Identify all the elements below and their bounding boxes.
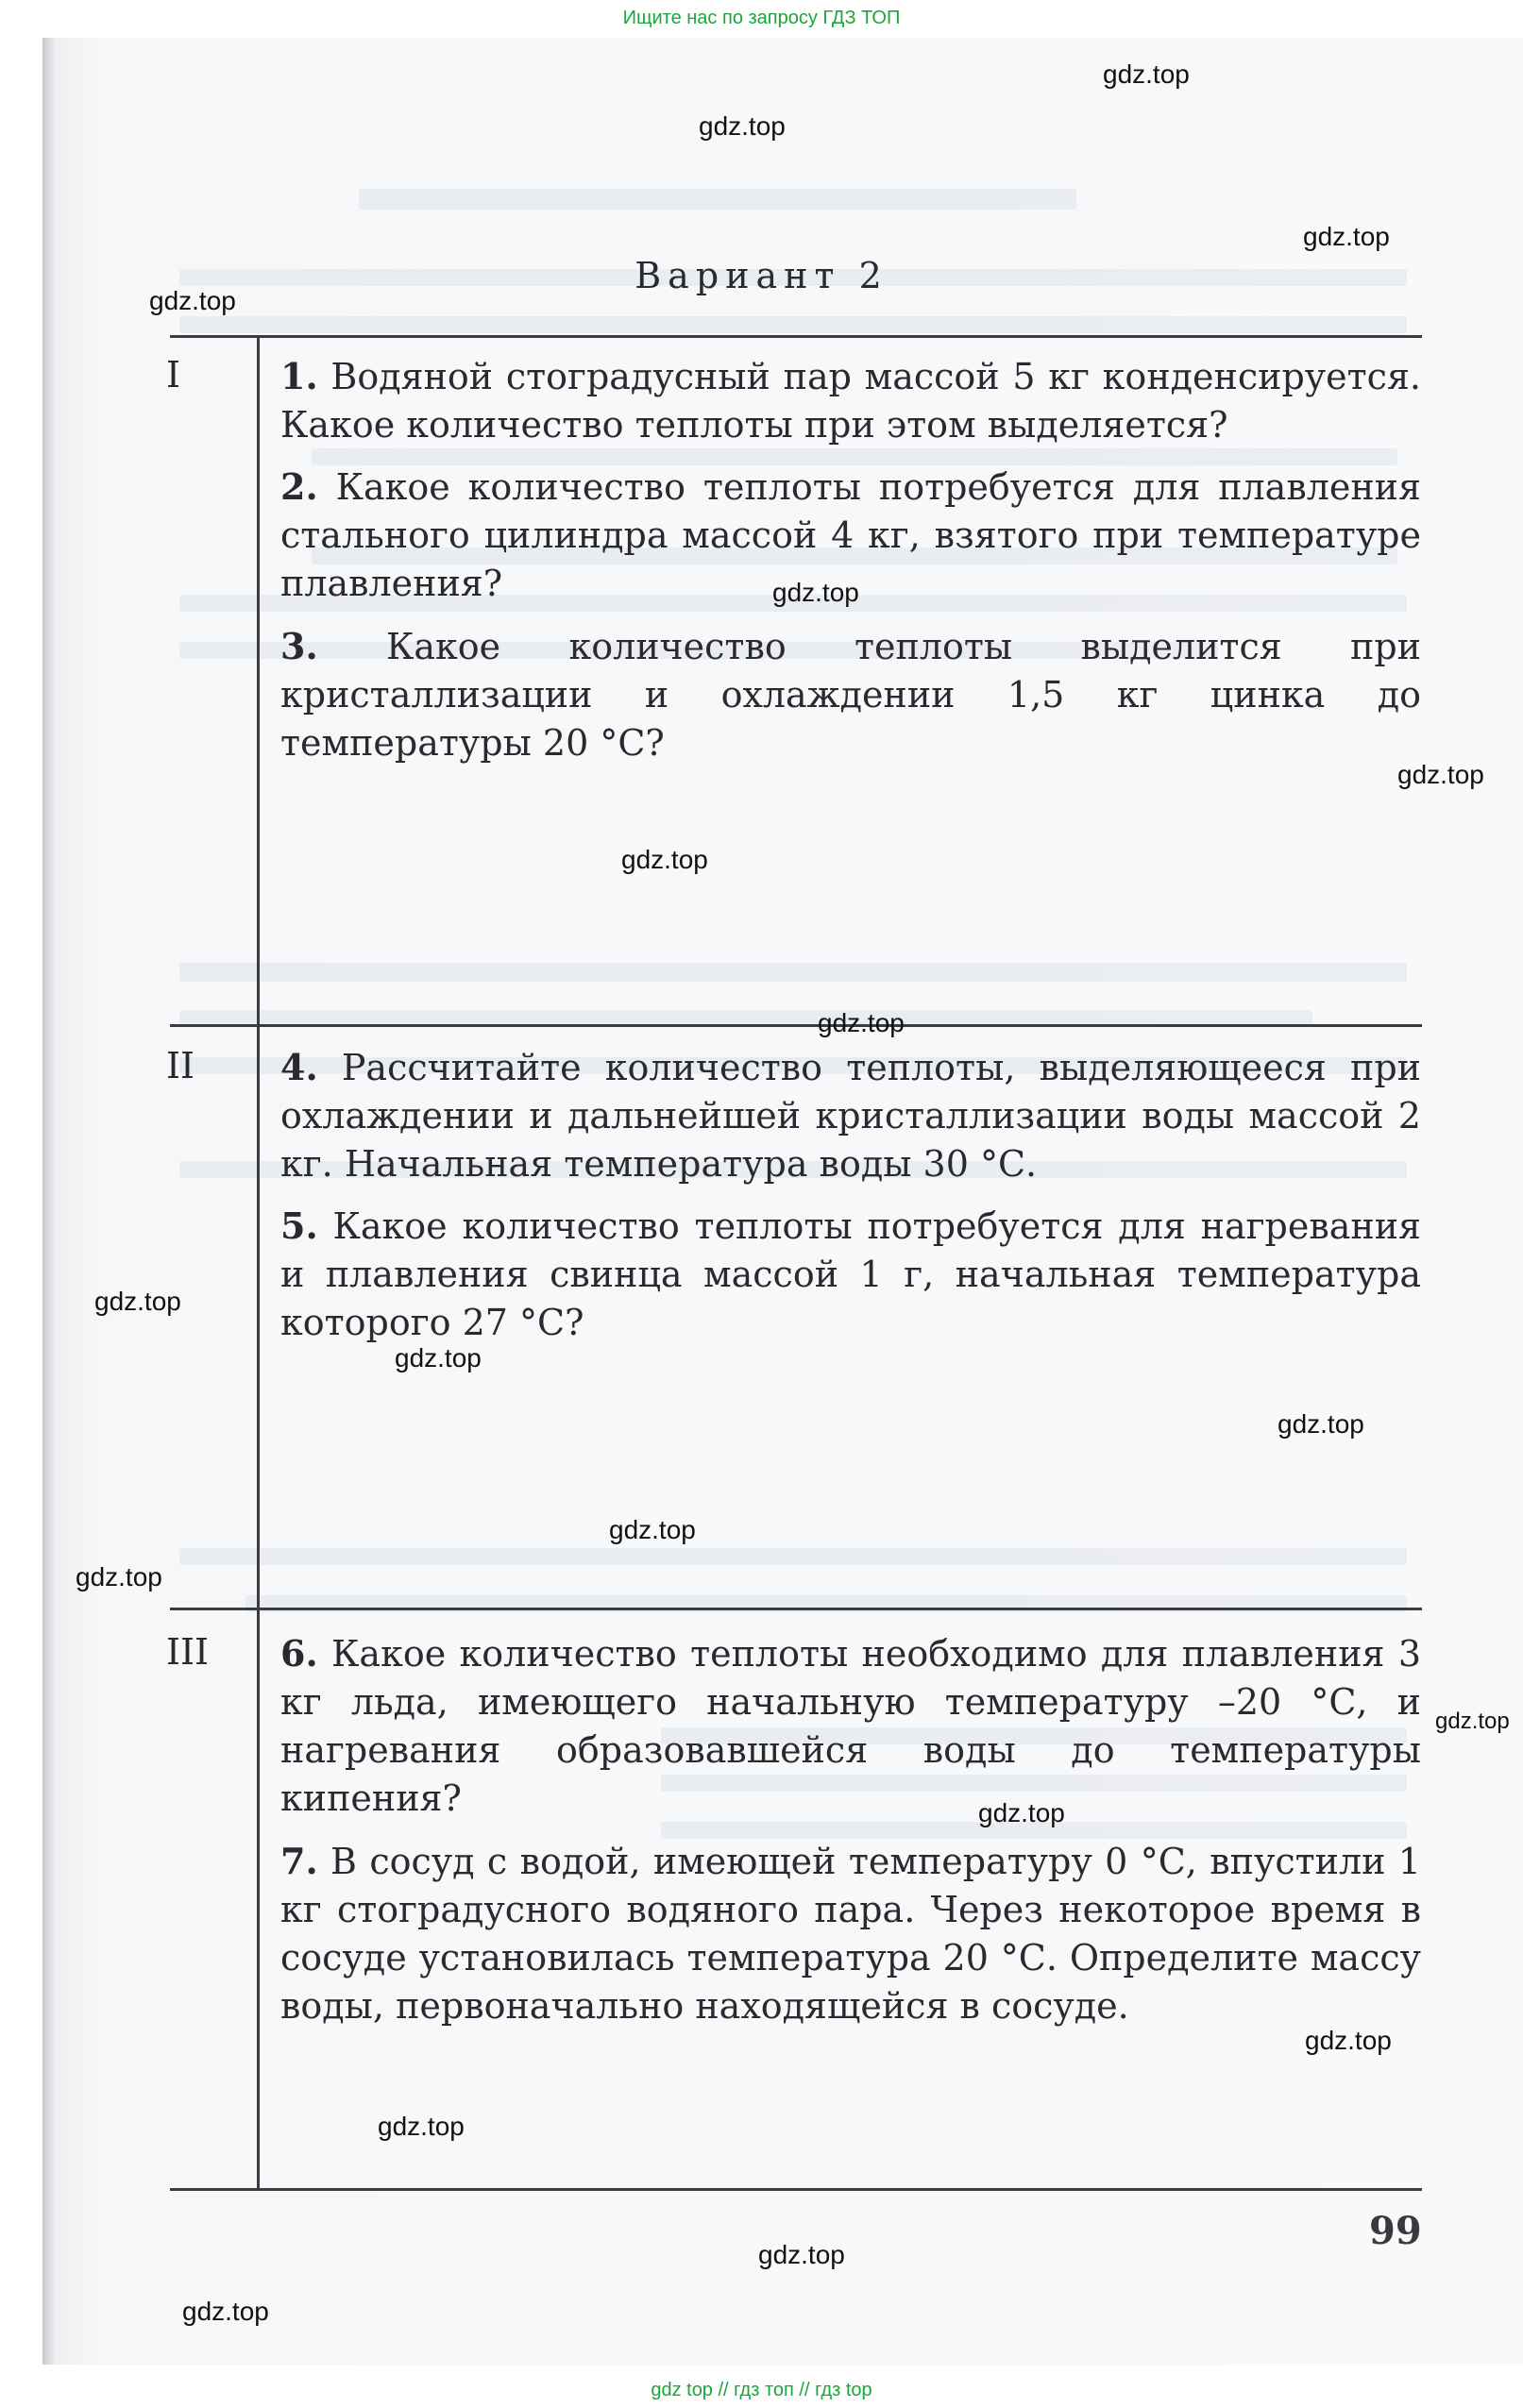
top-banner[interactable]: Ищите нас по запросу ГДЗ ТОП (622, 8, 901, 28)
table-top-rule (170, 335, 1422, 338)
watermark: gdz.top (1103, 59, 1190, 89)
table-column-divider (257, 335, 260, 2191)
show-through-text (359, 189, 1076, 210)
section-level-ii: II (166, 1045, 195, 1086)
section-divider (170, 1024, 1422, 1027)
task-text: Какое количество теплоты выделится при кристаллизации и охлаждении 1,5 кг цинка до температуры 20 °С? (280, 626, 1421, 764)
watermark: gdz.top (378, 2112, 465, 2141)
task-number: 5. (280, 1204, 318, 1247)
task-text: Какое количество теплоты потребуется для плавления стального цилиндра массой 4 кг, взятого при температуре плавления? (280, 466, 1421, 604)
task-number: 4. (280, 1046, 318, 1088)
watermark: gdz.top (772, 578, 859, 607)
watermark: gdz.top (1278, 1409, 1364, 1439)
watermark: gdz.top (609, 1515, 696, 1544)
task-text: В сосуд с водой, имеющей температуру 0 °С, впустили 1 кг стоградусного водяного пара. Через некоторое время в сосуде установилась температура 20 °С. Определите массу воды, первоначально находящейся в сосуде. (280, 1841, 1421, 2027)
watermark: gdz.top (699, 111, 786, 141)
watermark: gdz.top (1397, 760, 1484, 789)
watermark: gdz.top (395, 1343, 482, 1372)
task-number: 2. (280, 465, 318, 508)
section-level-i: I (166, 354, 181, 396)
section-level-iii: III (166, 1631, 210, 1673)
task-text: Какое количество теплоты потребуется для нагревания и плавления свинца массой 1 г, начальная температура которого 27 °С? (280, 1205, 1421, 1343)
watermark: gdz.top (818, 1008, 905, 1037)
watermark: gdz.top (758, 2240, 845, 2269)
page-number: 99 (1369, 2209, 1422, 2253)
task-text: Какое количество теплоты необходимо для плавления 3 кг льда, имеющего начальную температуру –20 °С, и нагревания образовавшейся воды до температуры кипения? (280, 1633, 1421, 1819)
task-text: Водяной стоградусный пар массой 5 кг конденсируется. Какое количество теплоты при этом выделяется? (280, 356, 1421, 446)
watermark: gdz.top (621, 845, 708, 874)
task-6 (280, 1629, 1421, 1823)
watermark: gdz.top (978, 1798, 1065, 1827)
task-number: 7. (280, 1840, 318, 1882)
page-binding-edge (42, 38, 54, 2365)
watermark: gdz.top (76, 1562, 162, 1591)
show-through-text (179, 316, 1407, 333)
task-3 (280, 622, 1421, 767)
watermark: gdz.top (1303, 222, 1390, 251)
watermark: gdz.top (149, 286, 236, 315)
task-number: 6. (280, 1632, 318, 1675)
watermark: gdz.top (182, 2297, 269, 2326)
table-bottom-rule (170, 2188, 1422, 2191)
task-text: Рассчитайте количество теплоты, выделяющееся при охлаждении и дальнейшей кристаллизации воды массой 2 кг. Начальная температура воды 30 °С. (280, 1047, 1421, 1185)
task-number: 1. (280, 355, 318, 397)
section-divider (170, 1608, 1422, 1610)
task-1 (280, 352, 1421, 449)
task-5 (280, 1202, 1421, 1347)
task-7 (280, 1837, 1421, 2030)
variant-title: Вариант 2 (635, 255, 888, 296)
show-through-text (179, 963, 1407, 982)
watermark: gdz.top (94, 1287, 181, 1316)
watermark: gdz.top (1305, 2026, 1392, 2055)
task-4 (280, 1043, 1421, 1188)
watermark: gdz.top (1435, 1709, 1510, 1734)
bottom-banner[interactable]: gdz top // гдз топ // гдз top (651, 2380, 872, 2400)
task-number: 3. (280, 625, 318, 667)
show-through-text (179, 1548, 1407, 1565)
